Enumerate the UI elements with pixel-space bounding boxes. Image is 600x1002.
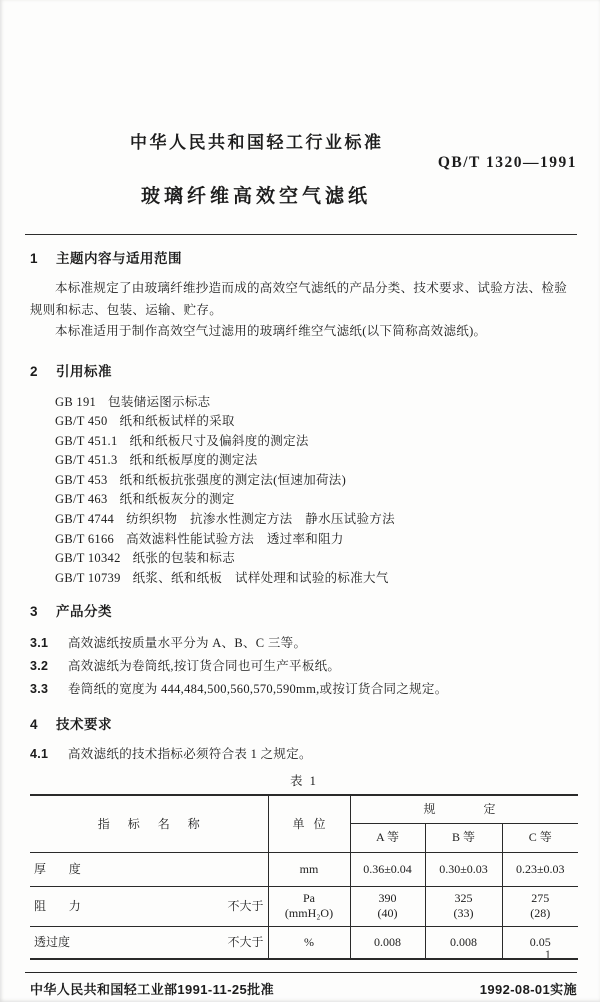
clause-text: 高效滤纸为卷筒纸,按订货合同也可生产平板纸。 <box>68 659 341 674</box>
clause <box>30 678 577 701</box>
value-cell-b: 0.008 <box>425 926 502 959</box>
reference-item <box>55 530 577 550</box>
reference-code: GB/T 6166 <box>55 531 115 546</box>
reference-code: GB/T 4744 <box>55 512 115 527</box>
clause-number: 3.1 <box>30 636 49 651</box>
value-cell-c: 0.23±0.03 <box>502 852 578 886</box>
section-1-paragraph-1: 本标准规定了由玻璃纤维抄造而成的高效空气滤纸的产品分类、技术要求、试验方法、检验规则和标志、包装、运输、贮存。 <box>30 281 568 317</box>
section-title: 主题内容与适用范围 <box>56 251 183 266</box>
reference-item <box>55 569 577 589</box>
header-cell-grade-b: B 等 <box>425 823 502 852</box>
table-caption: 表 1 <box>290 774 318 789</box>
clause-number: 4.1 <box>30 747 49 762</box>
standard-authority-label: 中华人民共和国轻工行业标准 <box>130 133 384 152</box>
reference-code: GB/T 451.3 <box>55 453 118 468</box>
section-3-items <box>30 632 577 701</box>
unit-cell: Pa (mmH₂O) <box>268 886 350 926</box>
reference-title: 纸和纸板灰分的测定 <box>119 492 235 507</box>
value-cell-b: 325 (33) <box>425 886 502 926</box>
section-number: 1 <box>30 251 39 266</box>
header-cell-unit: 单位 <box>268 795 350 852</box>
header-cell-name: 指标名称 <box>30 795 268 852</box>
reference-code: GB/T 450 <box>55 414 108 429</box>
row-name-cell: 透过度 不大于 <box>34 935 264 950</box>
approval-footer <box>30 981 577 998</box>
section-number: 4 <box>30 717 39 733</box>
reference-code: GB/T 463 <box>55 492 108 507</box>
table-header-row-1 <box>30 795 578 823</box>
standard-code: QB/T 1320—1991 <box>437 154 577 171</box>
reference-code: GB/T 10342 <box>55 551 121 566</box>
value-cell-c: 275 (28) <box>502 886 578 926</box>
reference-title: 纺织织物 抗渗水性测定方法 静水压试验方法 <box>126 512 395 527</box>
clause <box>30 655 577 678</box>
reference-item <box>55 412 577 432</box>
header-cell-grade-a: A 等 <box>350 823 425 852</box>
reference-code: GB/T 453 <box>55 472 108 487</box>
value-cell-b: 0.30±0.03 <box>425 852 502 886</box>
clause-text: 高效滤纸按质量水平分为 A、B、C 三等。 <box>68 636 307 651</box>
clause-number: 3.2 <box>30 659 49 674</box>
row-name-cell: 阻力 不大于 <box>30 886 268 926</box>
value-cell-a: 390 (40) <box>350 886 425 926</box>
reference-title: 纸和纸板抗张强度的测定法(恒速加荷法) <box>119 472 347 487</box>
section-title: 技术要求 <box>56 717 113 733</box>
reference-title: 纸张的包装和标志 <box>132 551 236 566</box>
section-1-heading <box>30 250 577 268</box>
reference-title: 纸和纸板厚度的测定法 <box>129 453 258 468</box>
reference-title: 纸和纸板试样的采取 <box>119 414 235 429</box>
footer-divider <box>25 972 577 973</box>
reference-item <box>55 432 577 452</box>
section-2-heading <box>30 363 577 381</box>
reference-title: 高效滤料性能试验方法 透过率和阻力 <box>126 531 344 546</box>
section-title: 产品分类 <box>56 604 113 620</box>
section-title: 引用标准 <box>56 363 113 379</box>
table-row-thickness <box>30 852 578 886</box>
clause-text: 高效滤纸的技术指标必须符合表 1 之规定。 <box>68 747 312 762</box>
header-divider <box>25 234 577 235</box>
approval-text: 中华人民共和国轻工业部1991-11-25批准 <box>30 982 274 998</box>
reference-item <box>55 451 577 471</box>
reference-item <box>55 510 577 530</box>
reference-title: 纸浆、纸和纸板 试样处理和试验的标准大气 <box>132 570 389 585</box>
section-3-heading <box>30 603 577 621</box>
value-cell-a: 0.008 <box>350 926 425 959</box>
reference-code: GB 191 <box>55 394 97 409</box>
clause <box>30 632 577 655</box>
section-1-paragraph-2: 本标准适用于制作高效空气过滤用的玻璃纤维空气滤纸(以下简称高效滤纸)。 <box>55 324 487 338</box>
reference-title: 纸和纸板尺寸及偏斜度的测定法 <box>129 433 309 448</box>
reference-list <box>55 393 577 589</box>
row-name-cell: 厚度 <box>30 852 268 886</box>
section-number: 3 <box>30 604 39 620</box>
reference-item <box>55 549 577 569</box>
section-4-items <box>30 743 577 766</box>
section-number: 2 <box>30 363 39 379</box>
clause-text: 卷筒纸的宽度为 444,484,500,560,570,590mm,或按订货合同之规定。 <box>68 682 448 697</box>
table-row-resistance <box>30 886 578 926</box>
page-number: 1 <box>544 948 551 962</box>
reference-item <box>55 471 577 491</box>
reference-item <box>55 490 577 510</box>
table-row-penetration <box>30 926 578 959</box>
reference-code: GB/T 451.1 <box>55 433 118 448</box>
qualifier: 不大于 <box>227 898 264 913</box>
clause <box>30 743 577 766</box>
qualifier: 不大于 <box>227 935 264 950</box>
document-title: 玻璃纤维高效空气滤纸 <box>141 186 372 207</box>
value-cell-c: 0.05 <box>502 926 578 959</box>
reference-item <box>55 393 577 413</box>
value-cell-a: 0.36±0.04 <box>350 852 425 886</box>
reference-code: GB/T 10739 <box>55 570 121 585</box>
clause-number: 3.3 <box>30 682 49 697</box>
header-cell-grade-c: C 等 <box>502 823 578 852</box>
implementation-text: 1992-08-01实施 <box>479 982 577 998</box>
unit-cell: mm <box>268 852 350 886</box>
spec-table <box>30 794 578 960</box>
unit-cell: % <box>268 926 350 959</box>
reference-title: 包装储运图示标志 <box>108 394 211 409</box>
header-cell-regulation: 规定 <box>350 795 578 823</box>
section-4-heading <box>30 716 577 734</box>
